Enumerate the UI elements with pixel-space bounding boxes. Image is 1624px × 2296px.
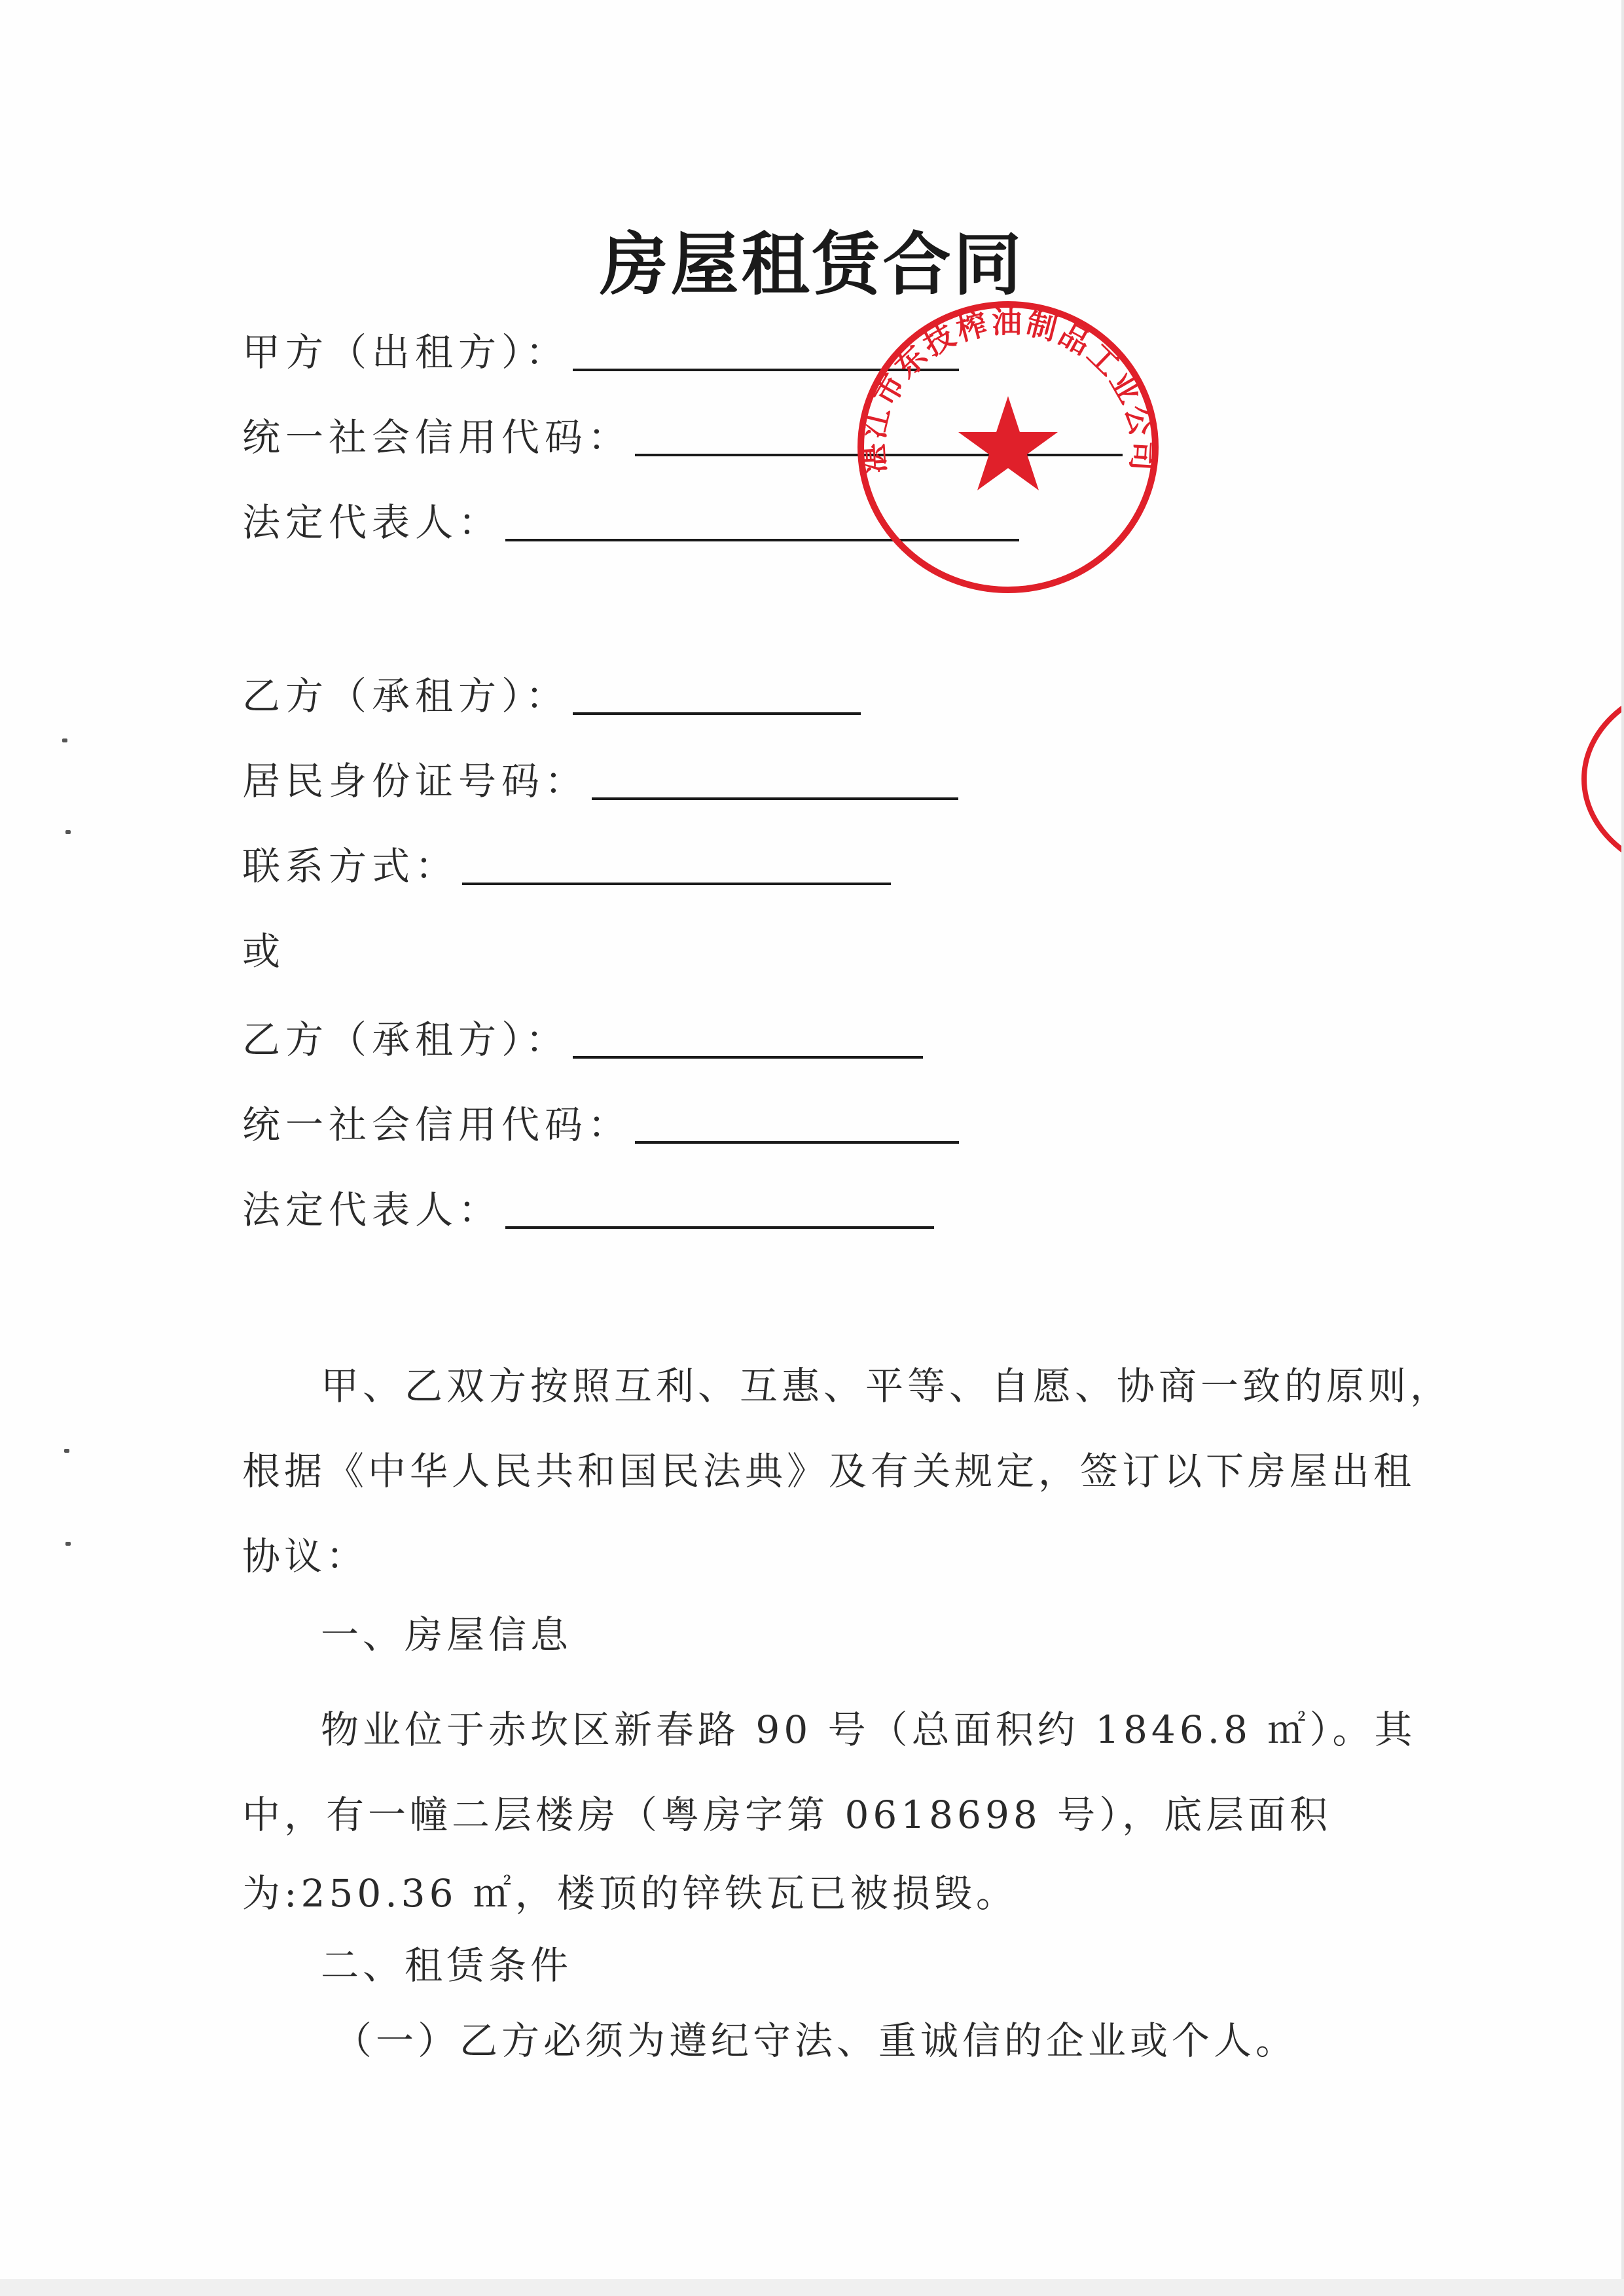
section-1-heading: 一、房屋信息 (321, 1613, 573, 1657)
party-b-id-label: 居民身份证号码： (242, 759, 588, 803)
party-a-credit-code-label: 统一社会信用代码： (242, 415, 632, 460)
party-b-legal-rep-field[interactable] (505, 1220, 934, 1229)
party-b-name-row (242, 668, 861, 720)
partial-seal (1571, 681, 1624, 877)
section-1-line-3: 为:250.36 ㎡，楼顶的锌铁瓦已被损毁。 (242, 1871, 1018, 1916)
party-b-credit-code-field[interactable] (635, 1135, 959, 1144)
scan-bottom-edge (0, 2279, 1624, 2296)
party-b-id-row (242, 753, 958, 805)
seal-star-icon (958, 396, 1058, 490)
or-label: 或 (242, 929, 286, 974)
section-1-line-2: 中，有一幢二层楼房（粤房字第 0618698 号），底层面积 (242, 1793, 1332, 1837)
party-b-company-name-label: 乙方（承租方）： (242, 1017, 569, 1062)
party-b-name-field[interactable] (573, 706, 861, 715)
party-b-company-name-field[interactable] (573, 1049, 923, 1059)
section-1-line-1: 物业位于赤坎区新春路 90 号（总面积约 1846.8 ㎡）。其 (321, 1707, 1416, 1752)
party-b-contact-row (242, 838, 891, 890)
party-b-id-field[interactable] (592, 791, 958, 800)
party-b-contact-label: 联系方式： (242, 844, 459, 888)
seal-text: 湛江市东技榨油制品工业公司 (854, 304, 1162, 475)
party-b-company-name-row (242, 1011, 923, 1064)
party-b-legal-rep-label: 法定代表人： (242, 1188, 502, 1232)
scan-speck (65, 1542, 71, 1546)
party-b-contact-field[interactable] (462, 876, 891, 885)
preamble-line-3: 协议： (242, 1534, 369, 1578)
scan-speck (65, 830, 71, 834)
or-row (242, 923, 285, 975)
party-b-credit-code-label: 统一社会信用代码： (242, 1102, 632, 1147)
party-a-name-row (242, 324, 959, 376)
section-2-item-1: （一）乙方必须为遵纪守法、重诚信的企业或个人。 (334, 2018, 1298, 2063)
preamble-line-2: 根据《中华人民共和国民法典》及有关规定，签订以下房屋出租 (242, 1449, 1416, 1493)
company-seal (854, 298, 1162, 596)
scan-edge (1621, 0, 1624, 2296)
party-b-credit-code-row (242, 1097, 959, 1149)
party-a-name-label: 甲方（出租方）： (242, 330, 569, 374)
scan-speck (62, 738, 67, 742)
scan-speck (64, 1449, 69, 1453)
party-a-legal-rep-label: 法定代表人： (242, 500, 502, 545)
party-b-legal-rep-row (242, 1182, 934, 1234)
preamble-line-1: 甲、乙双方按照互利、互惠、平等、自愿、协商一致的原则， (321, 1364, 1453, 1408)
document-title: 房屋租赁合同 (600, 224, 1024, 304)
section-2-heading: 二、租赁条件 (321, 1943, 573, 1988)
party-b-name-label: 乙方（承租方）： (242, 674, 569, 718)
